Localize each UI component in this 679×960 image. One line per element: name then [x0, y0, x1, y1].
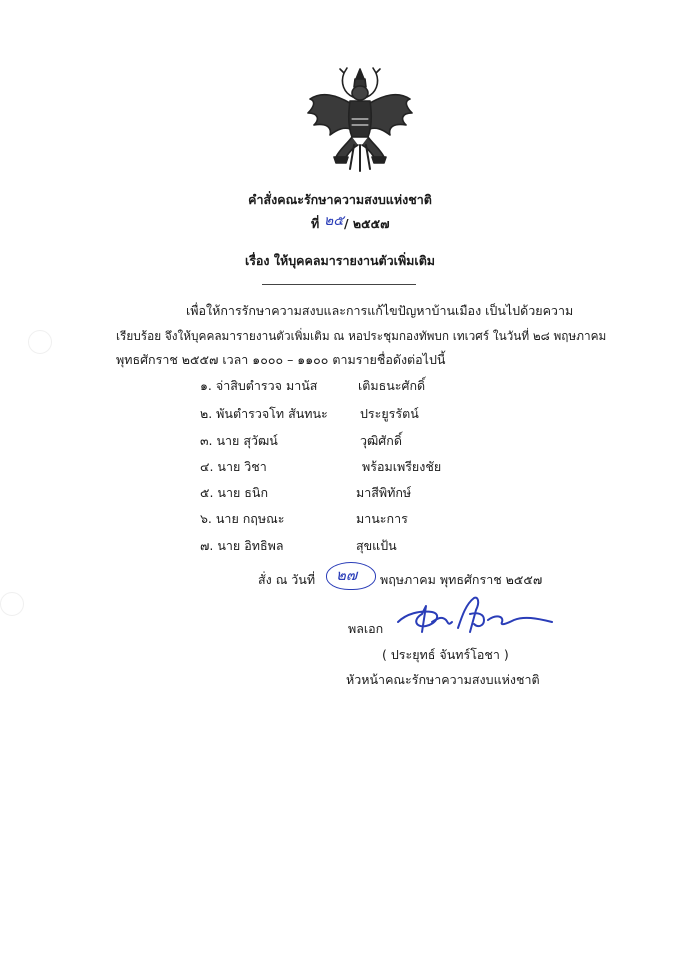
- person-surname: มาสีพิทักษ์: [356, 485, 412, 500]
- punch-hole: [28, 330, 52, 354]
- signatory-position: หัวหน้าคณะรักษาความสงบแห่งชาติ: [346, 672, 540, 687]
- order-date-suffix: พฤษภาคม พุทธศักราช ๒๕๕๗: [380, 572, 543, 587]
- order-number-prefix: ที่: [311, 216, 320, 231]
- body-line-2: เรียบร้อย จึงให้บุคคลมารายงานตัวเพิ่มเติม ณ หอประชุมกองทัพบก เทเวศร์ ในวันที่ ๒๘ พฤษภาคม: [116, 329, 607, 343]
- person-surname: ประยูรรัตน์: [360, 406, 419, 421]
- person-surname: เติมธนะศักดิ์: [358, 378, 426, 393]
- person-surname: วุฒิศักดิ์: [360, 433, 402, 448]
- title-divider: [262, 284, 416, 285]
- person-name: ๔. นาย วิชา: [200, 459, 267, 474]
- garuda-emblem-icon: [300, 65, 420, 175]
- body-line-1: เพื่อให้การรักษาความสงบและการแก้ไขปัญหาบ้านเมือง เป็นไปด้วยความ: [186, 303, 574, 318]
- person-name: ๓. นาย สุวัฒน์: [200, 433, 278, 448]
- punch-hole: [0, 592, 24, 616]
- person-name: ๕. นาย ธนิก: [200, 485, 269, 500]
- person-name: ๒. พันตำรวจโท สันทนะ: [200, 406, 328, 421]
- order-number-year: / ๒๕๕๗: [344, 216, 390, 231]
- person-surname: พร้อมเพรียงชัย: [362, 459, 442, 474]
- person-name: ๗. นาย อิทธิพล: [200, 538, 284, 553]
- order-date-handwritten: ๒๗: [336, 566, 358, 584]
- order-number-handwritten: ๒๕: [324, 213, 344, 229]
- person-surname: มานะการ: [356, 511, 408, 526]
- order-subject: เรื่อง ให้บุคคลมารายงานตัวเพิ่มเติม: [244, 253, 436, 268]
- signatory-rank: พลเอก: [348, 621, 384, 636]
- person-name: ๑. จ่าสิบตำรวจ มานัส: [200, 378, 318, 393]
- person-name: ๖. นาย กฤษณะ: [200, 511, 285, 526]
- order-date-prefix: สั่ง ณ วันที่: [258, 572, 316, 587]
- handwritten-signature: [392, 592, 562, 640]
- order-title: คำสั่งคณะรักษาความสงบแห่งชาติ: [248, 192, 432, 207]
- signatory-name: ( ประยุทธ์ จันทร์โอชา ): [382, 647, 509, 662]
- body-line-3: พุทธศักราช ๒๕๕๗ เวลา ๑๐๐๐ – ๑๑๐๐ ตามรายชื่อดังต่อไปนี้: [116, 352, 446, 367]
- person-surname: สุขแป้น: [356, 538, 397, 553]
